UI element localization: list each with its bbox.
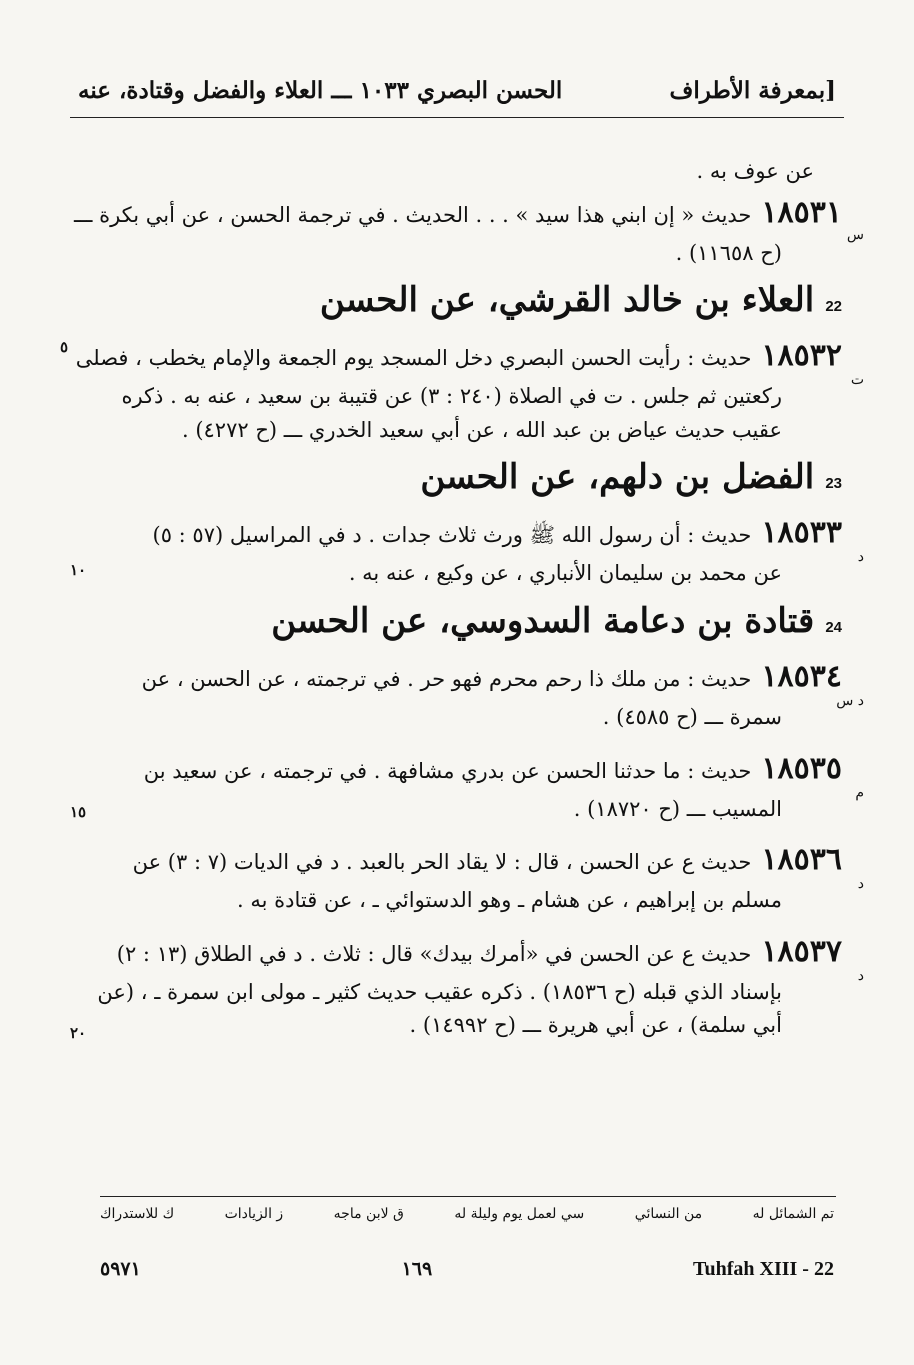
entry-number: ١٨٥٣٧ [761,933,842,969]
siglum: ت [850,372,864,389]
entry-line [70,745,842,793]
siglum: د [857,549,864,566]
text-line: عن عوف به . [696,159,814,183]
section-number: 23 [825,475,842,493]
entry-text: ركعتين ثم جلس . ت في الصلاة (٢٤٠ : ٣) عن قتيبة بن سعيد ، عنه به . ذكره [121,384,782,409]
entry-line [70,509,842,557]
signature-mark: Tuhfah XIII - 22 [692,1258,834,1280]
entry-text: حديث : رأيت الحسن البصري دخل المسجد يوم الجمعة والإمام يخطب ، فصلى [75,346,752,371]
entry-line [70,928,842,976]
entry-number: ١٨٥٣٣ [761,515,842,551]
entry-number: ١٨٥٣١ [761,194,842,230]
margin-line-number: ٥ [60,338,69,357]
entry-line [70,332,842,380]
section-heading-24 [70,601,842,641]
margin-line-number: ١٠ [70,561,87,580]
entry-line [70,189,842,237]
entry-18535 [70,745,864,827]
entry-text: حديث : من ملك ذا رحم محرم فهو حر . في ترجمته ، عن الحسن ، عن [141,666,752,691]
entry-text: أبي سلمة) ، عن أبي هريرة ـــ (ح ١٤٩٩٢) . [409,1013,782,1038]
entry-text: (ح ١١٦٥٨) . [675,240,782,265]
entry-number: ١٨٥٣٦ [761,842,842,878]
entry-text: عن محمد بن سليمان الأنباري ، عن وكيع ، عنه به . [348,561,782,586]
entry-text: حديث ع عن الحسن ، قال : لا يقاد الحر بالعبد . د في الديات (٧ : ٣) عن [132,850,752,875]
entry-text: مسلم بن إبراهيم ، عن هشام ـ وهو الدستوائي ـ ، عن قتادة به . [237,888,782,913]
section-heading-23 [70,457,842,497]
section-number: 22 [825,298,842,316]
sigla-key-item: من النسائي [634,1206,703,1222]
sigla-key-item: سي لعمل يوم وليلة له [454,1206,585,1222]
page-body [60,155,864,1053]
page-footer [100,1258,834,1281]
margin-line-number: ٢٠ [70,1023,87,1042]
entry-text: حديث : ما حدثنا الحسن عن بدري مشافهة . في ترجمته ، عن سعيد بن [143,758,752,783]
running-header [78,70,836,110]
sigla-key-item: ز الزيادات [224,1206,284,1222]
header-rule [70,117,844,118]
entry-number: ١٨٥٣٥ [761,750,842,786]
siglum: م [855,784,864,801]
sigla-key-item: ق لابن ماجه [333,1206,404,1222]
margin-line-number: ١٥ [70,802,87,821]
section-heading-22 [70,280,842,320]
sigla-key [100,1206,834,1222]
entry-line [70,836,842,884]
entry-number: ١٨٥٣٢ [761,338,842,374]
entry-text: عقيب حديث عياض بن عبد الله ، عن أبي سعيد الخدري ـــ (ح ٤٢٧٢) . [181,417,782,442]
section-title: العلاء بن خالد القرشي، عن الحسن [319,280,815,321]
entry-18536 [70,836,864,918]
entry-18537 [70,928,864,1043]
siglum: د [857,876,864,893]
footnote-rule [100,1196,836,1197]
siglum: س [846,226,864,243]
entry-18534 [70,653,864,735]
entry-line [70,653,842,701]
header-center: الحسن البصري ١٠٣٣ ـــ العلاء والفضل وقتادة، عنه [78,76,563,104]
entry-text: حديث ع عن الحسن في «أمرك بيدك» قال : ثلاث . د في الطلاق (١٣ : ٢) [116,941,752,966]
siglum: د س [836,692,864,709]
sigla-key-item: تم الشمائل له [752,1206,834,1222]
entry-text: المسيب ـــ (ح ١٨٧٢٠) . [573,796,782,821]
entry-18531 [70,189,864,271]
print-code: ٥٩٧١ [100,1258,141,1280]
page-number: ١٦٩ [401,1258,433,1280]
entry-18533 [70,509,864,591]
siglum: د [857,967,864,984]
entry-text: حديث : أن رسول الله ﷺ ورث ثلاث جدات . د في المراسيل (٥٧ : ٥) [152,523,752,548]
entry-text: حديث « إن ابني هذا سيد » . . . الحديث . في ترجمة الحسن ، عن أبي بكرة ـــ [73,202,752,227]
header-right: بمعرفة الأطراف] [669,76,836,104]
section-number: 24 [825,618,842,636]
entry-18532 [60,332,864,447]
entry-text: بإسناد الذي قبله (ح ١٨٥٣٦) . ذكره عقيب حديث كثير ـ مولى ابن سمرة ـ ، (عن [97,979,782,1004]
entry-text: سمرة ـــ (ح ٤٥٨٥) . [602,704,782,729]
section-title: قتادة بن دعامة السدوسي، عن الحسن [271,600,815,641]
entry-number: ١٨٥٣٤ [761,658,842,694]
section-title: الفضل بن دلهم، عن الحسن [420,457,815,498]
sigla-key-item: ك للاستدراك [100,1206,175,1222]
